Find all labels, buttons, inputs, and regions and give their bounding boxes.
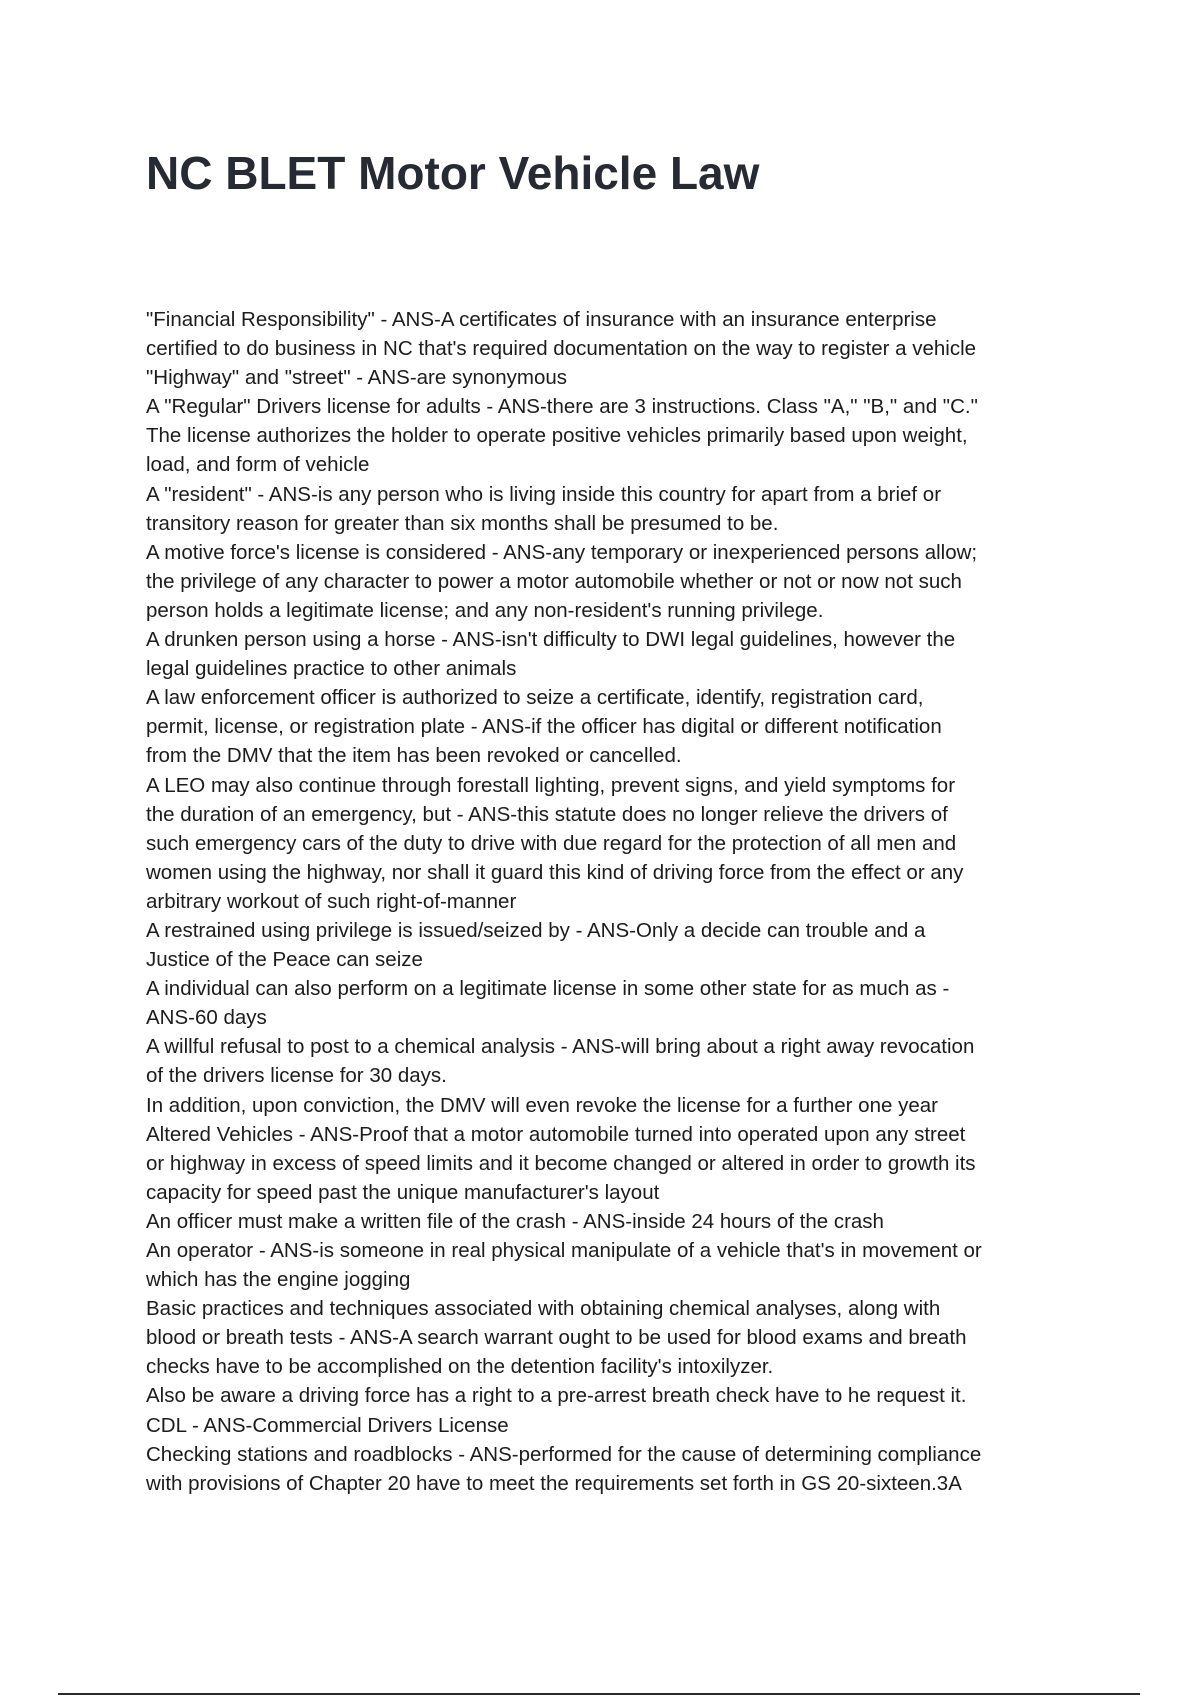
document-body	[146, 305, 1066, 1498]
body-line: with provisions of Chapter 20 have to meet the requirements set forth in GS 20-sixteen.3A	[146, 1471, 962, 1495]
body-line: checks have to be accomplished on the detention facility's intoxilyzer.	[146, 1355, 774, 1379]
body-line: "Highway" and "street" - ANS-are synonymous	[146, 366, 568, 390]
body-line: arbitrary workout of such right-of-manner	[146, 889, 517, 913]
body-line: A "Regular" Drivers license for adults - ANS-there are 3 instructions. Class "A," "B," and "C."	[146, 395, 978, 419]
body-line: certified to do business in NC that's required documentation on the way to register a vehicle	[146, 337, 977, 361]
body-line: Altered Vehicles - ANS-Proof that a motor automobile turned into operated upon any street	[146, 1122, 966, 1146]
body-line: blood or breath tests - ANS-A search warrant ought to be used for blood exams and breath	[146, 1326, 967, 1350]
body-line: A law enforcement officer is authorized to seize a certificate, identify, registration card,	[146, 686, 924, 710]
body-line: capacity for speed past the unique manufacturer's layout	[146, 1180, 660, 1204]
body-line: Justice of the Peace can seize	[146, 948, 423, 972]
body-line: legal guidelines practice to other animals	[146, 657, 517, 681]
body-line: the privilege of any character to power a motor automobile whether or not or now not such	[146, 569, 962, 593]
document-title: NC BLET Motor Vehicle Law	[146, 147, 760, 199]
body-line: In addition, upon conviction, the DMV will even revoke the license for a further one year	[146, 1093, 938, 1117]
body-line: A drunken person using a horse - ANS-isn't difficulty to DWI legal guidelines, however the	[146, 628, 956, 652]
body-line: A LEO may also continue through forestall lighting, prevent signs, and yield symptoms for	[146, 773, 956, 797]
body-line: from the DMV that the item has been revoked or cancelled.	[146, 744, 682, 768]
body-line: Checking stations and roadblocks - ANS-performed for the cause of determining compliance	[146, 1442, 982, 1466]
body-line: load, and form of vehicle	[146, 453, 370, 477]
body-line: Also be aware a driving force has a right to a pre-arrest breath check have to he request it.	[146, 1384, 967, 1408]
body-line: person holds a legitimate license; and any non-resident's running privilege.	[146, 598, 824, 622]
body-line: or highway in excess of speed limits and it become changed or altered in order to growth its	[146, 1151, 976, 1175]
body-line: "Financial Responsibility" - ANS-A certificates of insurance with an insurance enterprise	[146, 308, 937, 331]
body-line: the duration of an emergency, but - ANS-this statute does no longer relieve the drivers of	[146, 802, 948, 826]
body-line: permit, license, or registration plate - ANS-if the officer has digital or different notification	[146, 715, 942, 739]
body-line: A restrained using privilege is issued/seized by - ANS-Only a decide can trouble and a	[146, 918, 926, 942]
body-line: A motive force's license is considered - ANS-any temporary or inexperienced persons allow;	[146, 540, 978, 564]
body-line: which has the engine jogging	[146, 1268, 411, 1292]
body-line: ANS-60 days	[146, 1006, 267, 1030]
body-line: A willful refusal to post to a chemical analysis - ANS-will bring about a right away revocation	[146, 1035, 975, 1059]
body-line: of the drivers license for 30 days.	[146, 1064, 447, 1088]
body-line: A "resident" - ANS-is any person who is living inside this country for apart from a brief or	[146, 482, 942, 506]
body-line: women using the highway, nor shall it guard this kind of driving force from the effect or any	[146, 860, 964, 884]
body-line: The license authorizes the holder to operate positive vehicles primarily based upon weight,	[146, 424, 968, 448]
body-line: A individual can also perform on a legitimate license in some other state for as much as -	[146, 977, 950, 1001]
body-line: An officer must make a written file of the crash - ANS-inside 24 hours of the crash	[146, 1209, 884, 1233]
body-line: CDL - ANS-Commercial Drivers License	[146, 1413, 509, 1437]
body-line: An operator - ANS-is someone in real physical manipulate of a vehicle that's in movement or	[146, 1239, 982, 1262]
body-line: transitory reason for greater than six months shall be presumed to be.	[146, 511, 779, 535]
body-line: Basic practices and techniques associated with obtaining chemical analyses, along with	[146, 1297, 941, 1321]
footer-divider	[58, 1693, 1140, 1695]
body-line: such emergency cars of the duty to drive with due regard for the protection of all men and	[146, 831, 957, 855]
